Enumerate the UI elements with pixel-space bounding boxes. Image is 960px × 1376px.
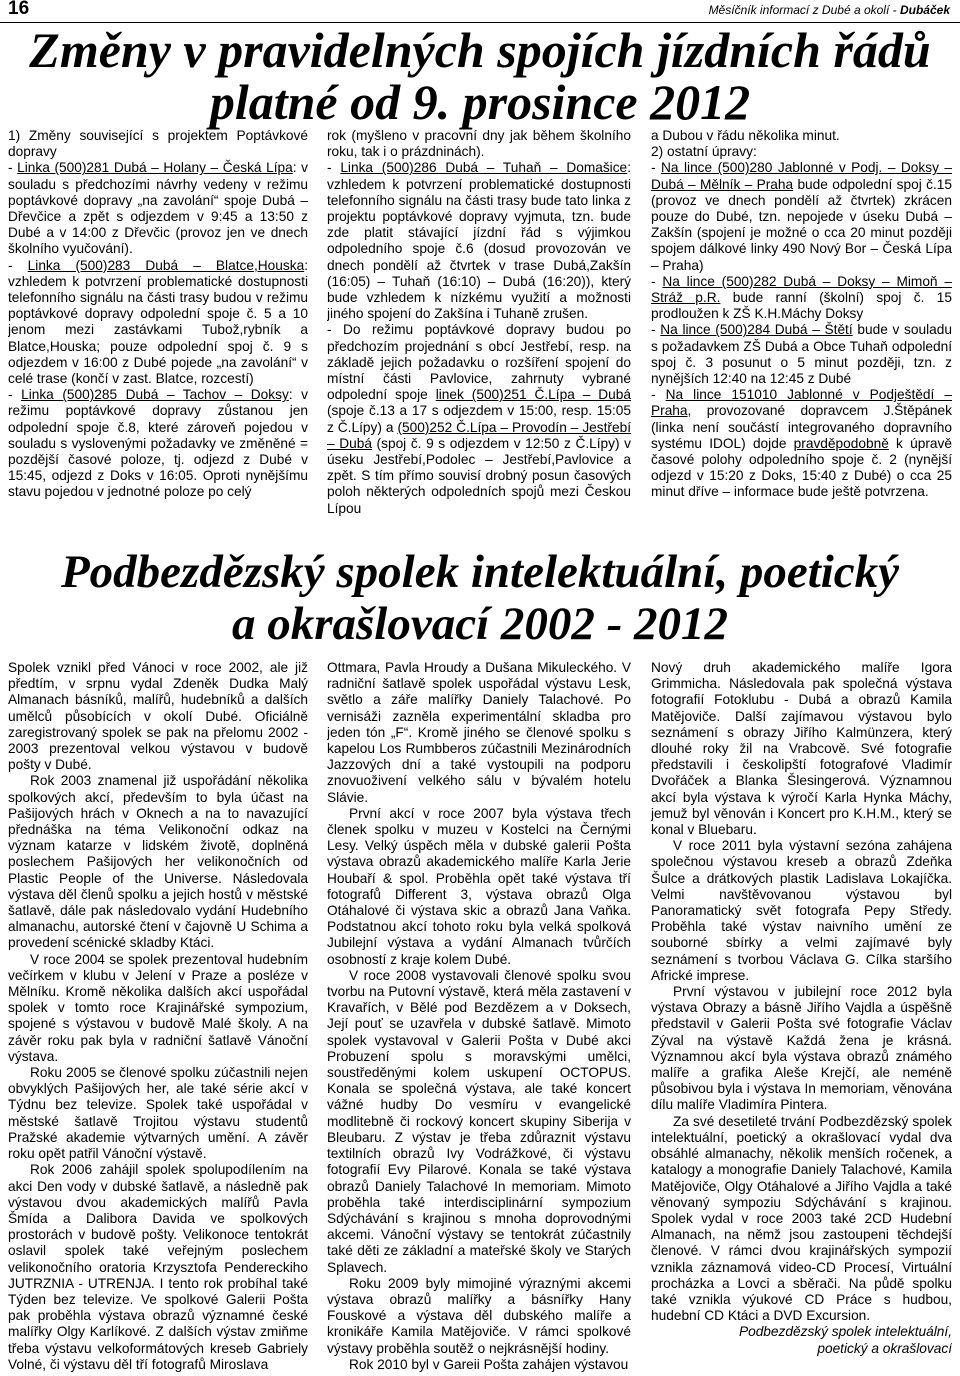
dash: - (8, 257, 28, 273)
route-name: Na lince (500)280 Jablonné v Podj. – Doksy – Dubá – Mělník – Praha (651, 160, 952, 192)
paragraph: Roku 2005 se členové spolku zúčastnili nejen obvyklých Pašijových her, ale také série akcí v Týdnu bez televize. Spolek také uspořádal v městské šatlavě Trojitou výstavu studentů Pražské akademie výtvarných umění. A závěr roku opět patřil Vánoční výstavě. (8, 1065, 308, 1162)
article2-title (0, 546, 960, 650)
paragraph: Ottmara, Pavla Hroudy a Dušana Mikuleckého. V radniční šatlavě spolek uspořádal výstavu Lesk, světlo a záře malířky Daniely Talachové. Po vernisáži zazněla experimentální skladba pro jeden tón „F“. Kromě jiného se členové spolku s kapelou Los Rumbberos zúčastnili Mezinárodních Jazzových dní a také vystoupili na podporu znovuoživení velkého sálu v bývalém hotelu Slávie. (327, 660, 631, 805)
article2-title-line2: a okrašlovací 2002 - 2012 (231, 598, 729, 650)
paragraph (327, 160, 631, 322)
paragraph: Rok 2003 znamenal již uspořádání několika spolkových akcí, především to byla účast na Pašijových hrách v Oknech a na to navazující přednáška na téma Velikonoční odkaz na význam katarze v lidském životě, doplněná poslechem Pašijových her velikonočních od Plastic People of the Universe. Následovala výstava děl členů spolku a jejich hostů v městské šatlavě, dále pak následovalo vydání Hudebního almanachu, autorské čtení v čajovně U Schima a provedení scénické skladby Ktáci. (8, 773, 308, 951)
emphasis: pravděpodobně (793, 435, 889, 451)
dash: - (651, 387, 666, 403)
article-signature (651, 1324, 952, 1356)
text: : v režimu poptávkové dopravy zůstanou jen odpolední spoje č.8, které zároveň pojedou v souladu s vyslovenými požadavky ve změněné = pozdější časové poloze, tj. odjezd z Dubé v 15:45, odjezd z Doks v 16:05. Oproti nynějšímu stavu pojedou v jednotné poloze po celý (8, 387, 308, 500)
masthead (709, 3, 950, 17)
article1-title-line2: platné od 9. prosince 2012 (209, 74, 751, 130)
paragraph: rok (myšleno v pracovní dny jak během školního roku, tak i o prázdninách). (327, 128, 631, 160)
article1-column-2 (327, 128, 631, 560)
route-name: linek (500)251 Č.Lípa – Dubá (435, 387, 631, 403)
article2-title-line1: Podbezdězský spolek intelektuální, poetický (60, 546, 900, 598)
paragraph: 1) Změny související s projektem Poptávkové dopravy (8, 128, 308, 160)
text: bude odpolední spoj č.15 (provoz ve dnech pondělí až čtvrtek) zkrácen pouze do Dubé, tzn. nepojede v úseku Dubá – Zakšín (spojení je možné o cca 20 minut později spojem dálkové linky 490 Nový Bor – Česká Lípa – Praha) (651, 176, 952, 273)
dash: - (8, 160, 18, 176)
text: : vzhledem k potvrzení problematické dostupnosti telefonního signálu na části trasy bude tato linka z projektu poptávkové dopravy vyjmuta, tzn. bude zde platit stávající jízdní řád s výjimkou odpoledního spoje č.6 (dosud provozován ve dnech pondělí až čtvrtek v trase Dubá,Zakšín (16:05) – Tuhaň (16:10) – Dubá (16:20)), který bude vzhledem k nízkému využití a možnosti jiného spojení do Zakšína i Tuhaně zrušen. (327, 160, 631, 322)
article2-column-1 (8, 660, 308, 1372)
text: : vzhledem k potvrzení problematické dostupnosti telefonního signálu na části trasy budou v režimu poptávkové dopravy odpolední spoje č. 5 a 10 jenom mezi zastávkami Tubož,rybník a Blatce,Houska; pouze odpolední spoj č. 9 s odjezdem v 16:00 z Dubé pojede „na zavolání“ v celé trase (končí v zast. Blatce, rozcestí) (8, 257, 308, 387)
paragraph (8, 160, 308, 257)
article1-column-1 (8, 128, 308, 560)
route-name: Na lince 151010 Jablonné v Podještědí – Praha (651, 387, 952, 419)
paragraph: V roce 2004 se spolek prezentoval hudebním večírkem v klubu v Jelení v Praze a posléze v Mělníku. Kromě několika dalších akcí uspořádal spolek v tomto roce Krajinářské sympozium, spojené s výstavou v budově Malé školy. A na závěr roku pak byla v radniční šatlavě Vánoční výstava. (8, 951, 308, 1064)
route-name: Na lince (500)282 Dubá – Doksy – Mimoň – Stráž p.R. (651, 273, 952, 306)
paragraph (327, 322, 631, 516)
paragraph: První akcí v roce 2007 byla výstava třech členek spolku v muzeu v Kostelci na Černými Lesy. Velký úspěch měla v dubské galerii Pošta výstava obrazů akademického malíře Karla Jerie Houbaří & spol. Proběhla opět také výstava tří fotografů Different 3, výstava obrazů Olga Otáhalové či výstava skic a obrazů Jana Vaňka. Podstatnou akcí tohoto roku byla velká spolková Jubilejní výstava a vydání Almanach tvůrčích osobností z kraje kolem Dubé. (327, 805, 631, 967)
paragraph: a Dubou v řádu několika minut. (651, 128, 840, 143)
dash: - (327, 160, 341, 176)
text: (spoje č.13 a 17 s odjezdem v 15:00, resp. 15:05 z Č.Lípy) a (327, 403, 631, 435)
article1-column-3 (651, 128, 952, 560)
route-name: Linka (500)286 Dubá – Tuhaň – Domašice (340, 160, 628, 176)
paragraph (651, 322, 952, 387)
paragraph (651, 274, 952, 323)
text: bude v souladu s požadavkem ZŠ Dubá a Obce Tuhaň odpolední spoj č. 3 posunut o 5 minut později, tzn. z nynějších 12:40 na 12:45 z Dubé (651, 322, 952, 387)
article2-column-3 (651, 660, 952, 1372)
route-name: (500)252 Č.Lípa – Provodín – Jestřebí – Dubá (327, 419, 631, 451)
route-name: Linka (500)285 Dubá – Tachov – Doksy (21, 387, 289, 403)
paragraph: V roce 2011 byla výstavní sezóna zahájena společnou výstavou kreseb a obrazů Zdeňka Šulce a drátkových plastik Ladislava Lokajíčka. Velmi navštěvovanou výstavou byl Panoramatický svět fotografa Pepy Středy. Proběhla také výstav naivního umění ze souborné sbírky a velmi zajímavé byly seznámení s tvorbou Václava G. Cílka staršího Africké imprese. (651, 838, 952, 983)
paragraph: Roku 2009 byly mimojiné výraznými akcemi výstava obrazů malířky a básnířky Hany Fouskové a výstava děl dubského malíře a kronikáře Kamila Matějoviče. V rámci spolkové výstavy proběhla soutěž o nejkrásnější hodiny. (327, 1275, 631, 1356)
paragraph: Rok 2006 zahájil spolek spolupodílením na akci Den vody v dubské šatlavě, a následně pak výstavou dvou akademických malířů Pavla Šmída a Dalibora Davida ve spolkových prostorách v budově pošty. Velikonoce tentokrát oslavil spolek také veřejným poslechem velikonočního oratoria Krzysztofa Pendereckiho JUTRZNIA - UTRENJA. I tento rok probíhal také Týden bez televize. Ve spolkové Galerii Pošta pak proběhla výstava obrazů významné české malířky Olgy Karlíkové. Z dalších výstav zmiňme třeba výstavu velkoformátových kreseb Gabriely Volné, či výstavu děl tří fotografů Miroslava (8, 1162, 308, 1372)
paragraph (651, 387, 952, 500)
paragraph: Nový druh akademického malíře Igora Grimmicha. Následovala pak společná výstava fotografií Fotoklubu - Dubá a obrazů Kamila Matějoviče. Další zajímavou výstavou bylo seznámení s obrazy Jiřího Kalmünzera, který dlouhé roky žil na Vrabcově. Své fotografie představili i českolipští fotografové Vladimír Dvořáček a Blanka Šlesingerová. Významnou akcí byla výstava k výročí Karla Hynka Máchy, jemuž byl věnován i Koncert pro K.H.M., který se konal v Bluebaru. (651, 660, 952, 838)
paragraph: Rok 2010 byl v Gareii Pošta zahájen výstavou (349, 1356, 629, 1372)
paragraph: Spolek vznikl před Vánoci v roce 2002, ale již předtím, v srpnu vydal Zdeněk Dudka Malý Almanach básníků, malířů, hudebníků a dalších umělců působících v okolí Dubé. Oficiálně zaregistrovaný spolek se pak na přelomu 2002 - 2003 prezentoval velkou výstavou v budově pošty v Dubé. (8, 660, 308, 773)
paragraph: V roce 2008 vystavovali členové spolku svou tvorbu na Putovní výstavě, která měla zastavení v Kravařích, v Bělé pod Bezdězem a v Doksech, Její pouť se uzavřela v dubské šatlavě. Mimoto spolek vystavoval v Galerii Pošta v Dubé akci Probuzení spolu s moravskými umělci, soustředěnými kolem uskupení OCTOPUS. Konala se společná výstava, ale také koncert vážné hudby Do vesmíru v evangelické modlitebně či rockový koncert skupiny Siberija v Bleubaru. Z výstav je třeba zdůraznit výstavu textilních obrazů Ivy Vodrážkové, či výstavu fotografií Evy Pilarové. Konala se také výstava obrazů Daniely Talachové In memoriam. Mimoto proběhla také interdisciplinární sympozium Sdýchávání s krajinou s mnoha doprovodnými akcemi. Vánoční výstavy se tentokrát zúčastnily také děti ze základní a mateřské školy ve Starých Splavech. (327, 967, 631, 1275)
signature-line2: poetický a okrašlovací (817, 1340, 952, 1356)
paragraph: Za své desetileté trvání Podbezdězský spolek intelektuální, poetický a okrašlovací vydal dva obsáhlé almanachy, několik menších ročenek, a katalogy a monografie Daniely Talachové, Kamila Matějoviče, Olgy Otáhalové a Jiřího Vajdla a také věnovaný sympoziu Sdýchávání s krajinou. Spolek vydal v roce 2003 také 2CD Hudební Almanach, na němž jsou zastoupeni těchdejší členové. V rámci dvou krajinářských sympozií vznikla záznamová video-CD Procesí, Virtuální procházka a Lovci a sběrači. Na půdě spolku také vznikla výukové CD Práce s hudbou, hudební CD Ktáci a DVD Excursion. (651, 1113, 952, 1324)
paragraph (651, 160, 952, 273)
text: bude ranní (školní) spoj č. 15 prodloužen k ZŠ K.H.Máchy Doksy (651, 290, 952, 322)
dash: - (8, 387, 22, 403)
page-header (0, 0, 960, 23)
dash: - (651, 160, 662, 176)
route-name: Linka (500)281 Dubá – Holany – Česká Lípa (17, 160, 293, 176)
paragraph (8, 387, 308, 500)
text: : v souladu s předchozími návrhy vedeny v režimu poptávkové dopravy „na zavolání“ spoje Dubá – Dřevčice a zpět s odjezdem v 9:45 a 13:50 z Dubé a v 14:00 z Dřevčic (provoz jen ve dnech školního vyučování). (8, 160, 308, 257)
masthead-name: Dubáček (899, 3, 950, 17)
route-name: Linka (500)283 Dubá – Blatce,Houska (27, 257, 305, 273)
route-name: Na lince (500)284 Dubá – Štětí (660, 322, 853, 338)
paragraph (8, 258, 308, 388)
article1-title (0, 24, 960, 128)
text: - Do režimu poptávkové dopravy budou po předchozím projednání s obcí Jestřebí, resp. na základě jejich požadavku o rozšíření spojení do místní části Pavlovice, zahrnuty vybrané odpolední spoje (327, 322, 631, 403)
signature-line1: Podbezdězský spolek intelektuální, (738, 1324, 952, 1340)
text: k úpravě časové polohy odpoledního spoje č. 2 (nynější odjezd v 15:20 z Doks, 15:40 z Dubé) o cca 25 minut dříve – informace bude ještě potvrzena. (651, 435, 952, 500)
paragraph: První výstavou v jubilejní roce 2012 byla výstava Obrazy a básně Jiřího Vajdla a úspěšně představil v Galerii Pošta své fotografie Václav Zýval na výstavě Každá žena je krásná. Významnou akcí byla výstava obrazů známého malíře a grafika Aleše Krejčí, ale neméně působivou byla i výstava In memoriam, věnována dílu malíře Vladimíra Pintera. (651, 984, 952, 1113)
article1-title-line1: Změny v pravidelných spojích jízdních řádů (29, 22, 931, 78)
dash: - (651, 273, 663, 289)
text: (spoj č. 9 s odjezdem v 12:50 z Č.Lípy) v úseku Jestřebí,Podolec – Jestřebí,Pavlovice a zpět. S tím přímo souvisí drobný posun časových poloh některých odpoledních spojů mezi Českou Lípou (327, 435, 631, 516)
article2-column-2 (327, 660, 631, 1372)
paragraph: 2) ostatní úpravy: (651, 144, 757, 160)
masthead-text: Měsíčník informací z Dubé a okolí - (708, 3, 900, 17)
page-number: 16 (8, 0, 30, 19)
text: , provozované dopravcem J.Štěpánek (linka není součástí integrovaného dopravního systému IDOL) dojde (651, 403, 952, 451)
dash: - (651, 322, 661, 338)
